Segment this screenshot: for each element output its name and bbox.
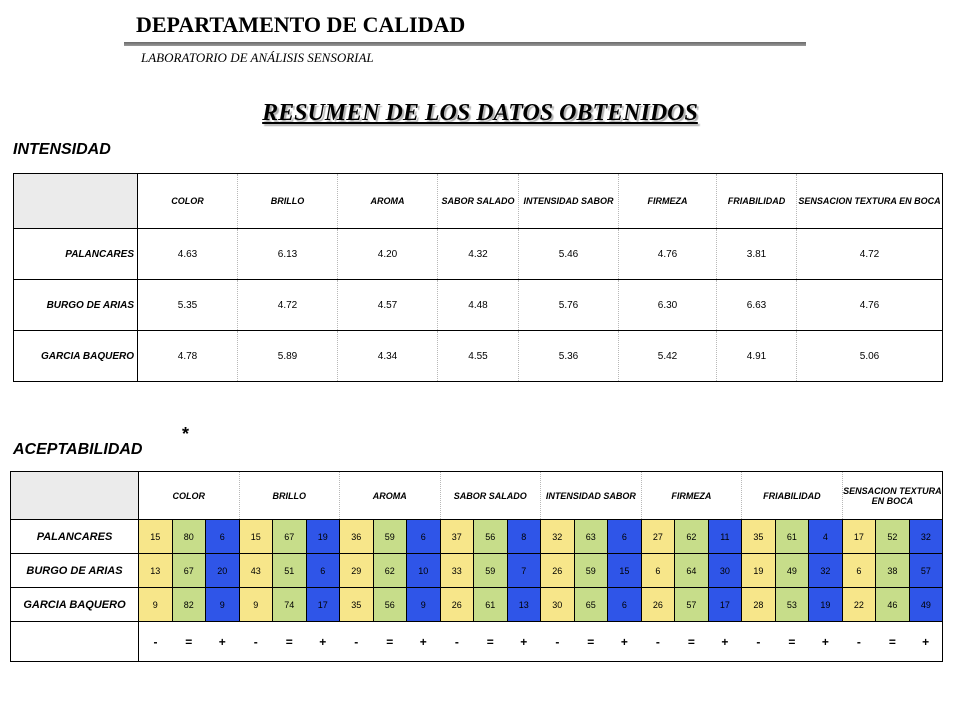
value-cell: 7 [507,554,541,588]
value-cell: 57 [909,554,943,588]
value-cell: 35 [340,588,374,622]
value-cell: 17 [708,588,742,622]
value-cell: 6 [306,554,340,588]
value-cell: 49 [775,554,809,588]
table-row [14,331,943,382]
sign-cell: - [842,622,876,662]
value-cell: 4.48 [438,280,519,331]
value-cell: 19 [306,520,340,554]
value-cell: 19 [742,554,776,588]
sign-cell: + [608,622,642,662]
column-header: SENSACION TEXTURA EN BOCA [842,472,943,520]
value-cell: 59 [373,520,407,554]
value-cell: 4.20 [338,229,438,280]
value-cell: 32 [909,520,943,554]
row-label: BURGO DE ARIAS [14,280,138,331]
row-label: GARCIA BAQUERO [11,588,139,622]
value-cell: 38 [876,554,910,588]
column-header: BRILLO [238,174,338,229]
value-cell: 37 [440,520,474,554]
sign-cell: = [273,622,307,662]
value-cell: 4.91 [717,331,797,382]
value-cell: 49 [909,588,943,622]
sign-cell: + [809,622,843,662]
value-cell: 9 [139,588,173,622]
table-row [14,280,943,331]
value-cell: 9 [239,588,273,622]
value-cell: 9 [206,588,240,622]
sign-cell: + [507,622,541,662]
value-cell: 74 [273,588,307,622]
table-row [11,588,943,622]
value-cell: 35 [742,520,776,554]
value-cell: 15 [239,520,273,554]
row-label: PALANCARES [14,229,138,280]
sign-cell: - [541,622,575,662]
value-cell: 10 [407,554,441,588]
sign-cell: + [407,622,441,662]
value-cell: 5.42 [619,331,717,382]
value-cell: 6 [842,554,876,588]
value-cell: 6 [608,588,642,622]
value-cell: 56 [474,520,508,554]
value-cell: 4.72 [238,280,338,331]
value-cell: 46 [876,588,910,622]
value-cell: 6 [641,554,675,588]
value-cell: 57 [675,588,709,622]
value-cell: 61 [474,588,508,622]
value-cell: 4.34 [338,331,438,382]
value-cell: 51 [273,554,307,588]
sign-cell: - [340,622,374,662]
sign-cell: = [172,622,206,662]
acceptability-heading: ACEPTABILIDAD [13,441,143,458]
sign-cell: - [440,622,474,662]
value-cell: 82 [172,588,206,622]
sign-row [11,622,943,662]
acceptability-table [10,471,943,662]
value-cell: 32 [809,554,843,588]
value-cell: 4.32 [438,229,519,280]
department-title: DEPARTAMENTO DE CALIDAD [136,12,466,37]
value-cell: 29 [340,554,374,588]
value-cell: 53 [775,588,809,622]
sign-cell: = [876,622,910,662]
value-cell: 62 [675,520,709,554]
footnote-asterisk: * [182,424,190,444]
column-header: SENSACION TEXTURA EN BOCA [797,174,943,229]
column-header: SABOR SALADO [440,472,541,520]
value-cell: 22 [842,588,876,622]
row-label: PALANCARES [11,520,139,554]
value-cell: 13 [139,554,173,588]
sign-cell: - [239,622,273,662]
value-cell: 5.89 [238,331,338,382]
sign-cell: = [574,622,608,662]
value-cell: 30 [541,588,575,622]
value-cell: 6 [407,520,441,554]
value-cell: 26 [641,588,675,622]
value-cell: 11 [708,520,742,554]
row-label: BURGO DE ARIAS [11,554,139,588]
sign-cell: + [206,622,240,662]
value-cell: 80 [172,520,206,554]
sign-cell: = [675,622,709,662]
value-cell: 28 [742,588,776,622]
sign-row-label [11,622,139,662]
column-header: AROMA [338,174,438,229]
value-cell: 17 [842,520,876,554]
value-cell: 6.13 [238,229,338,280]
column-header: FRIABILIDAD [717,174,797,229]
value-cell: 17 [306,588,340,622]
value-cell: 67 [172,554,206,588]
table-row [11,554,943,588]
value-cell: 13 [507,588,541,622]
value-cell: 33 [440,554,474,588]
value-cell: 59 [474,554,508,588]
value-cell: 30 [708,554,742,588]
value-cell: 52 [876,520,910,554]
value-cell: 64 [675,554,709,588]
column-header: AROMA [340,472,441,520]
column-header: INTENSIDAD SABOR [519,174,619,229]
value-cell: 26 [541,554,575,588]
sign-cell: - [641,622,675,662]
table-row [14,229,943,280]
value-cell: 6.63 [717,280,797,331]
column-header: FIRMEZA [641,472,742,520]
intensity-table [13,173,943,382]
value-cell: 67 [273,520,307,554]
intensity-corner-cell [14,174,138,229]
table-row [11,520,943,554]
column-header: FRIABILIDAD [742,472,843,520]
column-header: FIRMEZA [619,174,717,229]
value-cell: 27 [641,520,675,554]
column-header: COLOR [139,472,240,520]
value-cell: 15 [139,520,173,554]
value-cell: 4.76 [619,229,717,280]
value-cell: 61 [775,520,809,554]
value-cell: 6 [206,520,240,554]
value-cell: 43 [239,554,273,588]
value-cell: 59 [574,554,608,588]
sign-cell: - [742,622,776,662]
value-cell: 4.78 [138,331,238,382]
value-cell: 5.46 [519,229,619,280]
column-header: SABOR SALADO [438,174,519,229]
value-cell: 19 [809,588,843,622]
lab-subtitle: LABORATORIO DE ANÁLISIS SENSORIAL [141,50,374,65]
column-header: INTENSIDAD SABOR [541,472,642,520]
value-cell: 4.57 [338,280,438,331]
value-cell: 32 [541,520,575,554]
value-cell: 4.63 [138,229,238,280]
value-cell: 62 [373,554,407,588]
value-cell: 9 [407,588,441,622]
value-cell: 6.30 [619,280,717,331]
value-cell: 3.81 [717,229,797,280]
sign-cell: + [306,622,340,662]
sign-cell: + [708,622,742,662]
acceptability-corner-cell [11,472,139,520]
value-cell: 4 [809,520,843,554]
value-cell: 5.76 [519,280,619,331]
value-cell: 63 [574,520,608,554]
value-cell: 4.76 [797,280,943,331]
value-cell: 4.72 [797,229,943,280]
row-label: GARCIA BAQUERO [14,331,138,382]
value-cell: 26 [440,588,474,622]
value-cell: 5.35 [138,280,238,331]
sign-cell: - [139,622,173,662]
value-cell: 6 [608,520,642,554]
sign-cell: = [474,622,508,662]
value-cell: 5.06 [797,331,943,382]
value-cell: 36 [340,520,374,554]
value-cell: 65 [574,588,608,622]
value-cell: 15 [608,554,642,588]
column-header: COLOR [138,174,238,229]
value-cell: 5.36 [519,331,619,382]
value-cell: 56 [373,588,407,622]
sign-cell: = [373,622,407,662]
value-cell: 20 [206,554,240,588]
sign-cell: = [775,622,809,662]
value-cell: 4.55 [438,331,519,382]
header-rule [124,42,806,46]
sign-cell: + [909,622,943,662]
page-title: RESUMEN DE LOS DATOS OBTENIDOS [262,100,698,126]
value-cell: 8 [507,520,541,554]
intensity-heading: INTENSIDAD [13,141,111,158]
column-header: BRILLO [239,472,340,520]
